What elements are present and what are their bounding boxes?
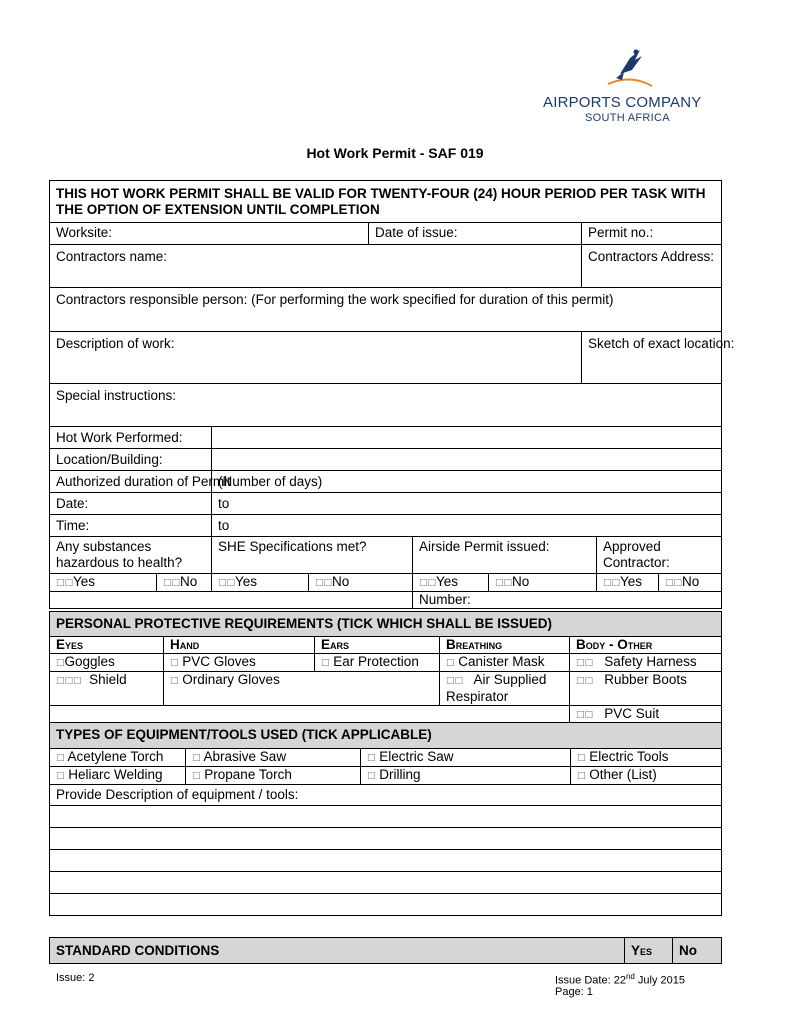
checkbox-icon[interactable]: □ <box>315 578 324 588</box>
validity-notice: THIS HOT WORK PERMIT SHALL BE VALID FOR TWENTY-FOUR (24) HOUR PERIOD PER TASK WITH THE OPTION OF EXTENSION UNTIL COMPLETION <box>50 181 722 223</box>
time-to-field[interactable]: to <box>212 515 722 537</box>
checkbox-icon[interactable]: □ <box>192 771 201 781</box>
date-to-field[interactable]: to <box>212 493 722 515</box>
logo-figure-icon <box>602 44 658 90</box>
checkbox-icon[interactable]: □ <box>611 578 621 588</box>
sketch-location-field[interactable]: Sketch of exact location: <box>582 332 722 384</box>
empty-cell <box>50 706 570 724</box>
company-logo <box>540 44 720 128</box>
checkbox-icon[interactable]: □ <box>56 578 65 588</box>
checkbox-icon[interactable]: □ <box>192 753 201 763</box>
logo-line-1: AIRPORTS COMPANY <box>543 94 702 111</box>
air-supplied-respirator-option[interactable]: □□ Air Supplied Respirator <box>440 672 570 706</box>
rubber-boots-option[interactable]: □□ Rubber Boots <box>570 672 722 706</box>
checkbox-icon[interactable]: □ <box>367 753 376 763</box>
checkbox-icon[interactable]: □ <box>226 578 236 588</box>
propane-torch-option[interactable]: □ Propane Torch <box>186 767 361 785</box>
she-spec-question: SHE Specifications met? <box>212 537 413 574</box>
checkbox-icon[interactable]: □ <box>673 578 683 588</box>
empty-cell <box>50 592 413 609</box>
description-of-work-field[interactable]: Description of work: <box>50 332 582 384</box>
responsible-person-field[interactable]: Contractors responsible person: (For performing the work specified for duration of this permit) <box>50 288 722 332</box>
checkbox-icon[interactable]: □ <box>171 578 181 588</box>
equipment-heading: TYPES OF EQUIPMENT/TOOLS USED (TICK APPLICABLE) <box>50 723 722 749</box>
date-label: Date: <box>50 493 212 515</box>
checkbox-icon[interactable]: □ <box>56 753 65 763</box>
contractor-no-option[interactable]: □□No <box>659 574 722 592</box>
time-label: Time: <box>50 515 212 537</box>
shield-option[interactable]: □□□ Shield <box>50 672 164 706</box>
checkbox-icon[interactable]: □ <box>576 676 585 686</box>
checkbox-icon[interactable]: □ <box>577 771 586 781</box>
equipment-description-line[interactable] <box>50 894 722 916</box>
number-of-days-field[interactable]: (Number of days) <box>212 471 722 493</box>
checkbox-icon[interactable]: □ <box>419 578 428 588</box>
logo-line-2: SOUTH AFRICA <box>585 112 670 124</box>
checkbox-icon[interactable]: □ <box>367 771 376 781</box>
contractors-name-field[interactable]: Contractors name: <box>50 245 582 288</box>
special-instructions-field[interactable]: Special instructions: <box>50 384 722 427</box>
checkbox-icon[interactable]: □ <box>170 676 179 686</box>
checkbox-icon[interactable]: □ <box>427 578 437 588</box>
equipment-table <box>49 722 722 916</box>
page-number: Page: 1 <box>555 986 593 998</box>
checkbox-icon[interactable]: □ <box>170 658 179 668</box>
ppe-hand-header: Hand <box>164 637 315 654</box>
ppe-breathing-header: Breathing <box>440 637 570 654</box>
checkbox-icon[interactable]: □ <box>576 658 585 668</box>
checkbox-icon[interactable]: □ <box>584 676 594 686</box>
checkbox-icon[interactable]: □ <box>56 658 65 668</box>
pvc-suit-option[interactable]: □□ PVC Suit <box>570 706 722 724</box>
ppe-eyes-header: Eyes <box>50 637 164 654</box>
safety-harness-option[interactable]: □□ Safety Harness <box>570 654 722 672</box>
standard-no-header: No <box>673 938 722 964</box>
equipment-description-label: Provide Description of equipment / tools: <box>50 785 722 806</box>
substances-no-option[interactable]: □□No <box>157 574 212 592</box>
checkbox-icon[interactable]: □ <box>503 578 513 588</box>
checkbox-icon[interactable]: □ <box>665 578 674 588</box>
checkbox-icon[interactable]: □ <box>576 710 585 720</box>
checkbox-icon[interactable]: □ <box>454 676 464 686</box>
airside-yes-option[interactable]: □□Yes <box>413 574 489 592</box>
date-of-issue-field[interactable]: Date of issue: <box>369 223 582 245</box>
permit-no-field[interactable]: Permit no.: <box>582 223 722 245</box>
contractors-address-field[interactable]: Contractors Address: <box>582 245 722 288</box>
checkbox-icon[interactable]: □ <box>56 676 65 686</box>
checkbox-icon[interactable]: □ <box>64 578 74 588</box>
pvc-gloves-option[interactable]: □ PVC Gloves <box>164 654 315 672</box>
checkbox-icon[interactable]: □ <box>73 676 82 686</box>
ear-protection-option[interactable]: □ Ear Protection <box>315 654 440 672</box>
checkbox-icon[interactable]: □ <box>584 710 594 720</box>
electric-saw-option[interactable]: □ Electric Saw <box>361 749 571 767</box>
she-yes-option[interactable]: □□Yes <box>212 574 309 592</box>
substances-question: Any substances hazardous to health? <box>50 537 212 574</box>
electric-tools-option[interactable]: □ Electric Tools <box>571 749 722 767</box>
worksite-field[interactable]: Worksite: <box>50 223 369 245</box>
equipment-description-line[interactable] <box>50 850 722 872</box>
permit-details-table <box>49 180 735 609</box>
airside-no-option[interactable]: □□No <box>489 574 597 592</box>
checkbox-icon[interactable]: □ <box>56 771 65 781</box>
checkbox-icon[interactable]: □ <box>218 578 227 588</box>
standard-conditions-table <box>49 937 722 964</box>
ppe-table <box>49 611 722 724</box>
checkbox-icon[interactable]: □ <box>577 753 586 763</box>
drilling-option[interactable]: □ Drilling <box>361 767 571 785</box>
approved-contractor-question: Approved Contractor: <box>597 537 722 574</box>
checkbox-icon[interactable]: □ <box>446 676 455 686</box>
abrasive-saw-option[interactable]: □ Abrasive Saw <box>186 749 361 767</box>
checkbox-icon[interactable]: □ <box>603 578 612 588</box>
document-title: Hot Work Permit - SAF 019 <box>306 145 484 161</box>
issue-number: Issue: 2 <box>56 972 95 984</box>
she-no-option[interactable]: □□No <box>309 574 413 592</box>
ppe-body-other-header: Body - Other <box>570 637 722 654</box>
ordinary-gloves-option[interactable]: □ Ordinary Gloves <box>164 672 440 706</box>
goggles-option[interactable]: □Goggles <box>50 654 164 672</box>
acetylene-torch-option[interactable]: □ Acetylene Torch <box>50 749 186 767</box>
checkbox-icon[interactable]: □ <box>64 676 74 686</box>
standard-conditions-heading: STANDARD CONDITIONS <box>50 938 625 964</box>
hot-work-performed-label: Hot Work Performed: <box>50 427 212 449</box>
location-building-label: Location/Building: <box>50 449 212 471</box>
canister-mask-option[interactable]: □ Canister Mask <box>440 654 570 672</box>
equipment-description-line[interactable] <box>50 872 722 894</box>
checkbox-icon[interactable]: □ <box>163 578 172 588</box>
checkbox-icon[interactable]: □ <box>446 658 455 668</box>
standard-yes-header: Yes <box>625 938 673 964</box>
heliarc-welding-option[interactable]: □ Heliarc Welding <box>50 767 186 785</box>
location-building-field[interactable] <box>212 449 722 471</box>
contractor-yes-option[interactable]: □□Yes <box>597 574 659 592</box>
ppe-ears-header: Ears <box>315 637 440 654</box>
issue-date: Issue Date: 22nd July 2015 <box>555 972 685 987</box>
airside-permit-question: Airside Permit issued: <box>413 537 597 574</box>
checkbox-icon[interactable]: □ <box>321 658 330 668</box>
checkbox-icon[interactable]: □ <box>323 578 333 588</box>
equipment-description-line[interactable] <box>50 806 722 828</box>
equipment-description-line[interactable] <box>50 828 722 850</box>
other-list-option[interactable]: □ Other (List) <box>571 767 722 785</box>
substances-yes-option[interactable]: □□Yes <box>50 574 157 592</box>
airside-number-field[interactable]: Number: <box>413 592 722 609</box>
checkbox-icon[interactable]: □ <box>584 658 594 668</box>
hot-work-performed-field[interactable] <box>212 427 722 449</box>
checkbox-icon[interactable]: □ <box>495 578 504 588</box>
authorized-duration-label: Authorized duration of Permit <box>50 471 212 493</box>
ppe-heading: PERSONAL PROTECTIVE REQUIREMENTS (TICK WHICH SHALL BE ISSUED) <box>50 612 722 637</box>
